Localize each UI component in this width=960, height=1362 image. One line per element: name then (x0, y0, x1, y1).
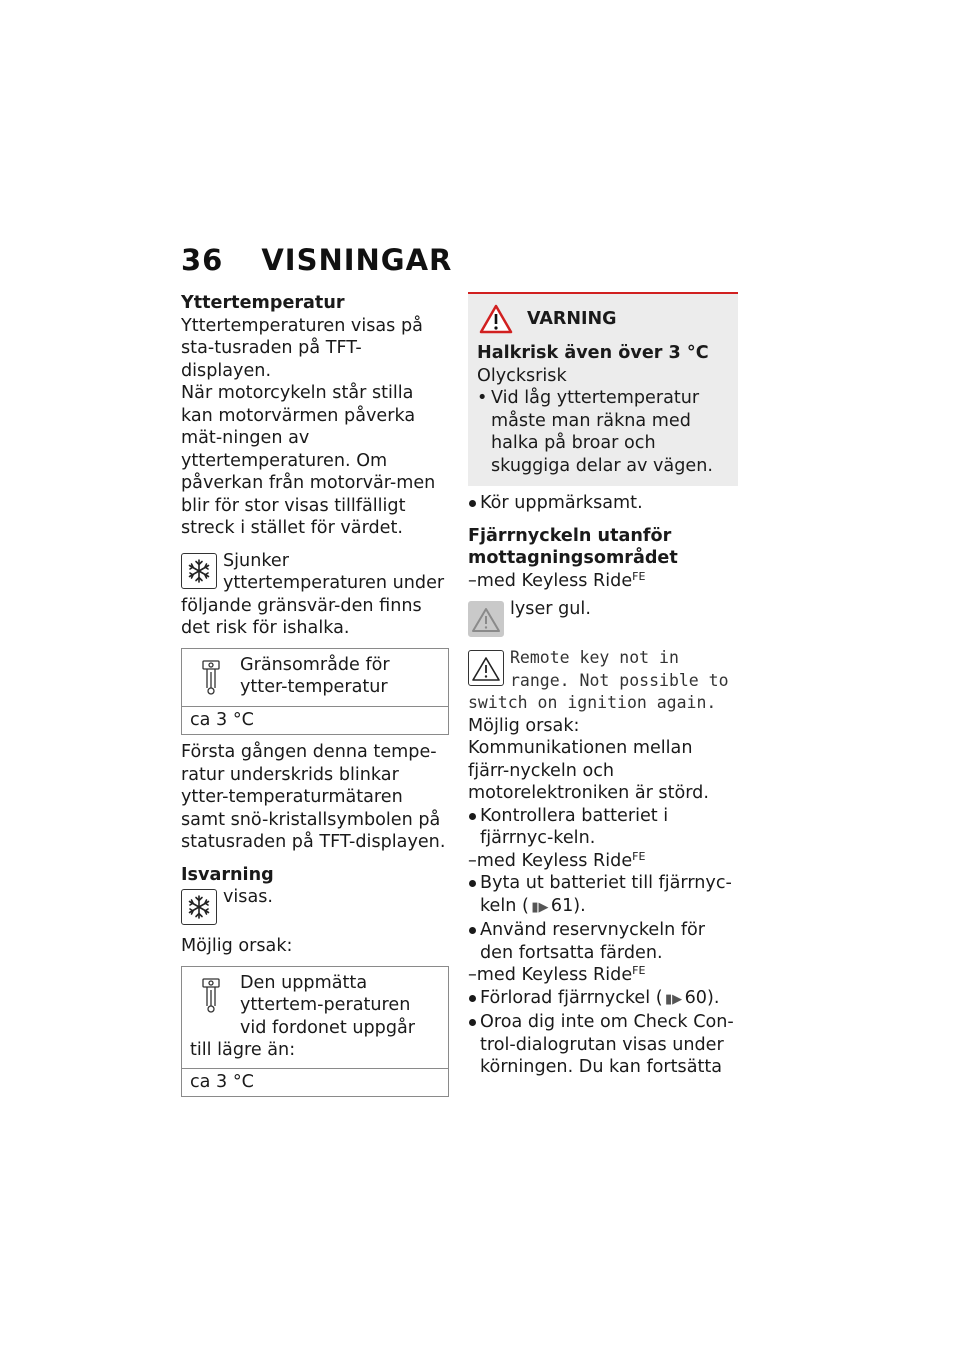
possible-cause-label: Möjlig orsak: (468, 715, 580, 736)
warning-title: VARNING (527, 308, 617, 329)
warning-subtitle: Olycksrisk (477, 365, 567, 386)
warning-box (468, 292, 738, 486)
thermometer-icon (198, 976, 226, 1016)
snowflake-icon (181, 553, 217, 589)
table1-label: Gränsområde för ytter-temperatur (240, 654, 390, 697)
thermometer-icon (198, 658, 226, 698)
section-heading-outside-temp: Yttertemperatur (181, 293, 345, 313)
paragraph-first-time: Första gången denna tempe-ratur underskrids blinkar ytter-temperaturmätaren samt snö-kristallsymbolen på statusraden på TFT-displayen. (181, 742, 446, 852)
measured-temp-table (181, 966, 449, 1098)
drive-careful: Kör uppmärksamt. (468, 492, 738, 515)
use-spare-key: Använd reservnyckeln för den fortsatta färden. (468, 919, 738, 964)
warning-triangle-icon (468, 650, 504, 686)
warning-triangle-icon (468, 601, 504, 637)
warning-triangle-icon (479, 304, 513, 334)
replace-battery: Byta ut batteriet till fjärrnyc-keln ( ▮▶ 61). (468, 872, 738, 919)
right-column (468, 292, 738, 1079)
lost-remote-key: Förlorad fjärrnyckel ( ▮▶ 60). (468, 987, 738, 1012)
page-number: 36 (181, 243, 224, 277)
page-title: VISNINGAR (261, 243, 453, 277)
yellow-indicator-block (468, 598, 738, 639)
table2-value: ca 3 °C (182, 1068, 448, 1097)
keyless-ride-line: –med Keyless Ride$^{FE}$ (468, 849, 646, 871)
possible-cause-label: Möjlig orsak: (181, 936, 293, 956)
lights-yellow-text: lyser gul. (510, 599, 591, 619)
table2-label: Den uppmätta yttertem-peraturen vid fordonet uppgår till lägre än: (190, 972, 416, 1060)
warning-heading: Halkrisk även över 3 °C (477, 343, 709, 363)
keyless-ride-line: –med Keyless Ride$^{FE}$ (468, 569, 646, 591)
page-reference-arrow-icon: ▮▶ (665, 991, 683, 1007)
warning-bullet: • Vid låg yttertemperatur måste man räkna med halka på broar och skuggiga delar av vägen. (477, 387, 729, 477)
remote-key-message: Remote key not in range. Not possible to switch on ignition again. (468, 648, 729, 712)
warning-title-row (477, 304, 729, 334)
temperature-limit-table (181, 648, 449, 736)
snowflake-icon (181, 889, 217, 925)
ice-warning-text: visas. (223, 887, 274, 907)
snow-warning-text: Sjunker yttertemperaturen under följande gränsvär-den finns det risk för ishalka. (181, 550, 445, 638)
cause-text: Kommunikationen mellan fjärr-nyckeln och motorelektroniken är störd. (468, 738, 709, 803)
check-battery: Kontrollera batteriet i fjärrnyc-keln. (468, 805, 738, 850)
page-reference-arrow-icon: ▮▶ (531, 899, 549, 915)
keyless-ride-line: –med Keyless Ride$^{FE}$ (468, 964, 646, 985)
page-header (181, 240, 452, 278)
table1-value: ca 3 °C (182, 706, 448, 735)
paragraph-status-line: Yttertemperaturen visas på sta-tusraden på TFT-displayen. (181, 315, 423, 381)
remote-key-message-block (468, 647, 738, 715)
section-heading-ice-warning: Isvarning (181, 864, 274, 885)
ice-warning-block (181, 886, 449, 927)
paragraph-engine-heat: När motorcykeln står stilla kan motorvärmen påverka mät-ningen av yttertemperaturen. Om påverkan från motorvär-men blir för stor visas tillfälligt streck i stället för värdet. (181, 383, 436, 538)
left-column (181, 292, 449, 1097)
check-control-note: Oroa dig inte om Check Con-trol-dialogrutan visas under körningen. Du kan fortsätta (468, 1011, 738, 1079)
section-heading-remote-key: Fjärrnyckeln utanför mottagningsområdet (468, 525, 678, 568)
snow-warning-block (181, 550, 449, 640)
